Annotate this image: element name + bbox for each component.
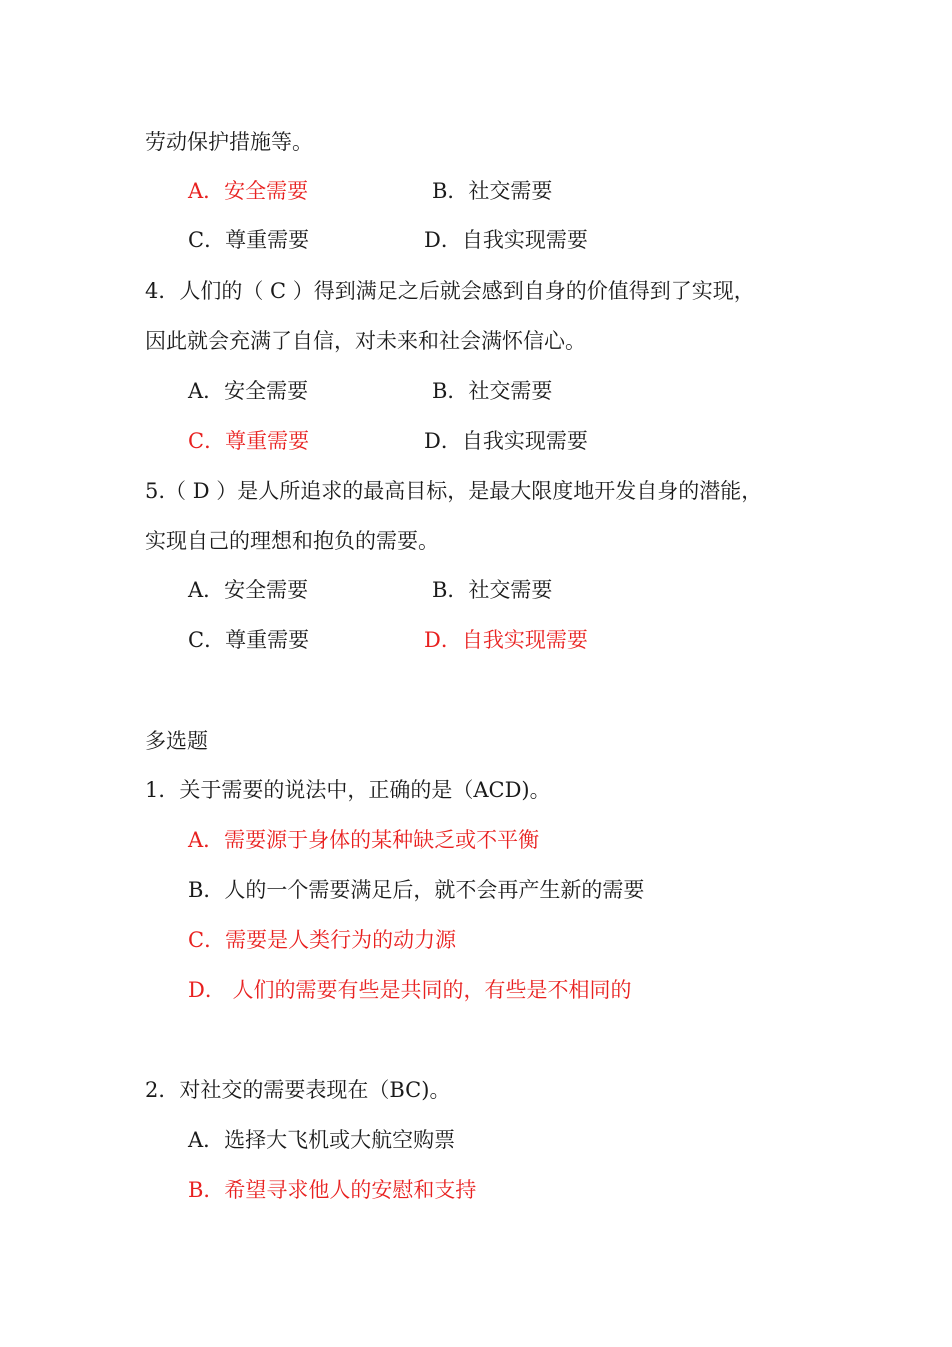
q5-option-a: A．安全需要 <box>188 578 309 602</box>
section-heading-multiple-choice: 多选题 <box>145 729 208 753</box>
q4-option-a: A．安全需要 <box>188 379 309 403</box>
m2-option-a: A．选择大飞机或大航空购票 <box>188 1128 456 1152</box>
m1-stem: 1．关于需要的说法中，正确的是（ACD)。 <box>145 778 551 802</box>
q5-option-c: C．尊重需要 <box>188 628 310 652</box>
q3-option-a: A．安全需要 <box>188 179 309 203</box>
q4-option-b: B．社交需要 <box>432 379 553 403</box>
q5-option-b: B．社交需要 <box>432 578 553 602</box>
m2-stem: 2．对社交的需要表现在（BC)。 <box>145 1078 451 1102</box>
q3-stem-tail: 劳动保护措施等。 <box>145 130 313 154</box>
m2-option-b: B．希望寻求他人的安慰和支持 <box>188 1178 477 1202</box>
q4-stem-line2: 因此就会充满了自信，对未来和社会满怀信心。 <box>145 329 586 353</box>
m1-option-c: C．需要是人类行为的动力源 <box>188 928 457 952</box>
q3-option-d: D．自我实现需要 <box>424 228 588 252</box>
q3-option-b: B．社交需要 <box>432 179 553 203</box>
q4-stem-line1: 4．人们的（ C ）得到满足之后就会感到自身的价值得到了实现， <box>145 279 755 303</box>
m1-option-b: B．人的一个需要满足后，就不会再产生新的需要 <box>188 878 645 902</box>
q3-option-c: C．尊重需要 <box>188 228 310 252</box>
q5-stem-line1: 5.（ D ）是人所追求的最高目标，是最大限度地开发自身的潜能， <box>145 479 763 503</box>
m1-option-d: D． 人们的需要有些是共同的，有些是不相同的 <box>188 978 632 1002</box>
m1-option-a: A．需要源于身体的某种缺乏或不平衡 <box>188 828 540 852</box>
q5-stem-line2: 实现自己的理想和抱负的需要。 <box>145 529 439 553</box>
q4-option-c: C．尊重需要 <box>188 429 310 453</box>
q4-option-d: D．自我实现需要 <box>424 429 588 453</box>
q5-option-d: D．自我实现需要 <box>424 628 588 652</box>
